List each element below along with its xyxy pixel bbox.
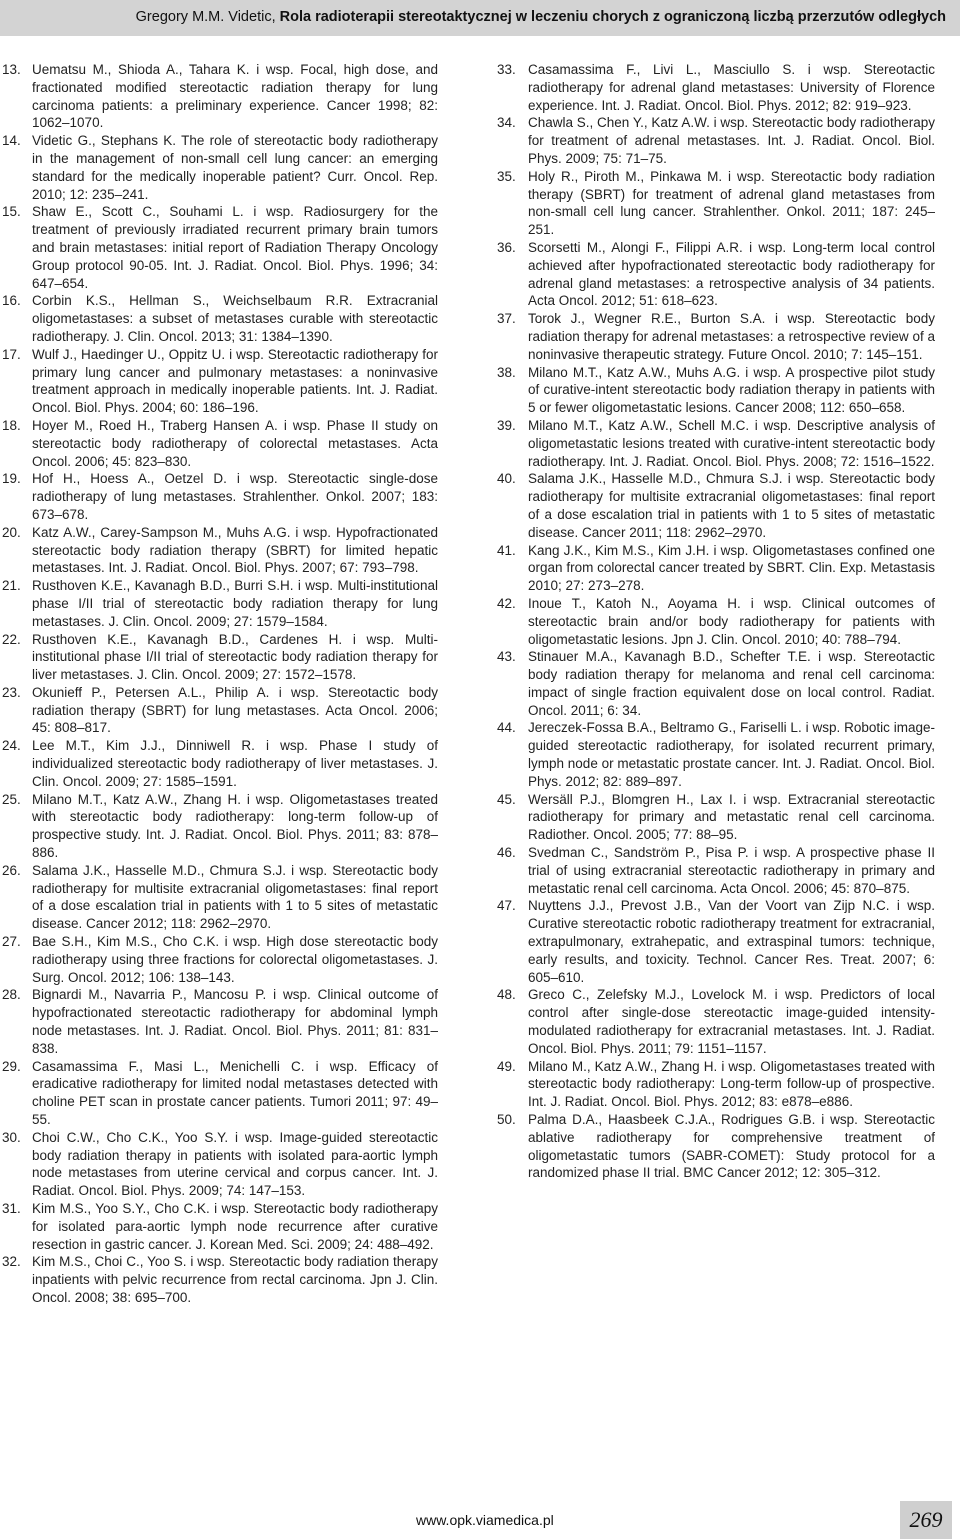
reference-text: Casamassima F., Masi L., Menichelli C. i wsp. Efficacy of eradicative radiotherapy for limited nodal metastases detected with choline PET scan in prostate cancer patients. Tumori 2011; 97: 49–55. [32, 1058, 438, 1128]
reference-text: Torok J., Wegner R.E., Burton S.A. i wsp. Stereotactic body radiation therapy for adrenal metastases: a retrospective review of a noninvasive therapeutic strategy. Future Oncol. 2010; 7: 145–151. [528, 311, 935, 362]
reference-item [0, 292, 438, 345]
reference-item [0, 1129, 438, 1200]
reference-item [0, 791, 438, 862]
reference-item [497, 417, 935, 470]
reference-item [0, 203, 438, 292]
reference-number: 25. [2, 791, 21, 807]
reference-item [497, 986, 935, 1057]
reference-number: 22. [2, 631, 21, 647]
reference-number: 24. [2, 738, 21, 754]
reference-item [497, 1111, 935, 1182]
reference-number: 17. [2, 346, 21, 362]
reference-text: Wulf J., Haedinger U., Oppitz U. i wsp. Stereotactic radiotherapy for primary lung cancer and pulmonary metastases: a noninvasive treatment approach in medically inoperable patients. Int. J. Radiat. Oncol. Biol. Phys. 2004; 60: 186–196. [32, 346, 438, 416]
reference-number: 27. [2, 934, 21, 950]
reference-item [497, 310, 935, 363]
references-right-column [497, 61, 935, 1182]
reference-number: 26. [2, 862, 21, 878]
reference-text: Rusthoven K.E., Kavanagh B.D., Burri S.H. i wsp. Multi-institutional phase I/II trial of stereotactic body radiation therapy for lung metastases. J. Clin. Oncol. 2009; 27: 1579–1584. [32, 578, 438, 629]
reference-item [497, 114, 935, 167]
reference-text: Stinauer M.A., Kavanagh B.D., Schefter T.E. i wsp. Stereotactic body radiation therapy for melanoma and renal cell carcinoma: impact of single fraction equivalent dose on local control. Radiat. Oncol. 2011; 6: 34. [528, 649, 935, 718]
reference-item [0, 737, 438, 790]
reference-text: Inoue T., Katoh N., Aoyama H. i wsp. Clinical outcomes of stereotactic brain and/or body radiotherapy for patients with oligometastatic lesions. Jpn J. Clin. Oncol. 2010; 40: 788–794. [528, 595, 935, 647]
reference-number: 19. [2, 471, 21, 487]
journal-url[interactable]: www.opk.viamedica.pl [416, 1512, 554, 1528]
reference-item [0, 631, 438, 684]
reference-number: 43. [497, 649, 516, 665]
reference-number: 48. [497, 987, 516, 1003]
reference-text: Choi C.W., Cho C.K., Yoo S.Y. i wsp. Image-guided stereotactic body radiation therapy in patients with isolated para-aortic lymph node metastases from uterine cervical and corpus cancer. Int. J. Radiat. Oncol. Biol. Phys. 2009; 74: 147–153. [32, 1129, 438, 1199]
reference-number: 29. [2, 1058, 21, 1074]
reference-number: 38. [497, 364, 516, 380]
reference-text: Milano M.T., Katz A.W., Schell M.C. i wsp. Descriptive analysis of oligometastatic lesions treated with curative-intent stereotactic body radiotherapy. Int. J. Radiat. Oncol. Biol. Phys. 2008; 72: 1516–1522. [528, 417, 935, 469]
reference-number: 50. [497, 1112, 516, 1128]
reference-text: Uematsu M., Shioda A., Tahara K. i wsp. Focal, high dose, and fractionated modified stereotactic radiation therapy for lung carcinoma patients: a preliminary experience. Cancer 1998; 82: 1062–1070. [32, 62, 438, 131]
header-authors: Gregory M.M. Videtic, [135, 9, 276, 25]
reference-item [497, 542, 935, 595]
header-title: Rola radioterapii stereotaktycznej w leczeniu chorych z ograniczoną liczbą przerzutów odległych [279, 9, 946, 25]
reference-item [0, 577, 438, 630]
reference-text: Shaw E., Scott C., Souhami L. i wsp. Radiosurgery for the treatment of previously irradiated recurrent primary brain tumors and brain metastases: initial report of Radiation Therapy Oncology Group protocol 90-05. Int. J. Radiat. Oncol. Biol. Phys. 1996; 34: 647–654. [32, 204, 438, 291]
reference-text: Casamassima F., Livi L., Masciullo S. i wsp. Stereotactic radiotherapy for adrenal gland metastases: University of Florence experience. Int. J. Radiat. Oncol. Biol. Phys. 2012; 82: 919–923. [528, 62, 935, 113]
reference-number: 35. [497, 168, 516, 184]
reference-number: 31. [2, 1201, 21, 1216]
reference-number: 46. [497, 845, 516, 861]
reference-text: Bignardi M., Navarria P., Mancosu P. i wsp. Clinical outcome of hypofractionated stereotactic radiotherapy for abdominal lymph node metastases. Int. J. Radiat. Oncol. Biol. Phys. 2011; 81: 831–838. [32, 987, 438, 1056]
reference-item [497, 470, 935, 541]
reference-text: Palma D.A., Haasbeek C.J.A., Rodrigues G.B. i wsp. Stereotactic ablative radiotherapy for comprehensive treatment of oligometastatic tumors (SABR-COMET): Study protocol for a randomized phase II trial. BMC Cancer 2012; 12: 305–312. [528, 1112, 935, 1181]
reference-item [497, 168, 935, 239]
reference-text: Katz A.W., Carey-Sampson M., Muhs A.G. i wsp. Hypofractionated stereotactic body radiation therapy (SBRT) for limited hepatic metastases. Int. J. Radiat. Oncol. Biol. Phys. 2007; 67: 793–798. [32, 524, 438, 576]
reference-number: 15. [2, 204, 21, 220]
reference-text: Milano M., Katz A.W., Zhang H. i wsp. Oligometastases treated with stereotactic body radiotherapy: Long-term follow-up of prospective. Int. J. Radiat. Oncol. Biol. Phys. 2012; 83: e878–e886. [528, 1058, 935, 1110]
reference-number: 14. [2, 133, 21, 149]
reference-text: Videtic G., Stephans K. The role of stereotactic body radiotherapy in the management of non-small cell lung cancer: an emerging standard for the medically inoperable patient? Curr. Oncol. Rep. 2010; 12: 235–241. [32, 133, 438, 202]
reference-text: Hof H., Hoess A., Oetzel D. i wsp. Stereotactic single-dose radiotherapy of lung metastases. Strahlenther. Onkol. 2007; 183: 673–678. [32, 471, 438, 522]
reference-text: Svedman C., Sandström P., Pisa P. i wsp. A prospective phase II trial of using extracranial stereotactic radiotherapy in primary and metastatic renal cell carcinoma. Acta Oncol. 2006; 45: 870–875. [528, 845, 935, 896]
reference-number: 23. [2, 684, 21, 700]
reference-text: Okunieff P., Petersen A.L., Philip A. i wsp. Stereotactic body radiation therapy (SBRT) for lung metastases. Acta Oncol. 2006; 45: 808–817. [32, 684, 438, 736]
page-number: 269 [900, 1501, 952, 1539]
reference-text: Milano M.T., Katz A.W., Zhang H. i wsp. Oligometastases treated with stereotactic body radiotherapy: long-term follow-up of prospective study. Int. J. Radiat. Oncol. Biol. Phys. 2011; 83: 878–886. [32, 791, 438, 861]
reference-item [0, 132, 438, 203]
reference-text: Lee M.T., Kim J.J., Dinniwell R. i wsp. Phase I study of individualized stereotactic body radiotherapy of liver metastases. J. Clin. Oncol. 2009; 27: 1585–1591. [32, 738, 438, 789]
reference-item [0, 933, 438, 986]
reference-number: 40. [497, 471, 516, 487]
reference-text: Jereczek-Fossa B.A., Beltramo G., Fariselli L. i wsp. Robotic image-guided stereotactic radiotherapy, for isolated recurrent primary, lymph node or metastatic prostate cancer. Int. J. Radiat. Oncol. Biol. Phys. 2012; 82: 889–897. [528, 720, 935, 789]
reference-number: 16. [2, 293, 21, 309]
reference-item [0, 1200, 438, 1253]
reference-item [0, 986, 438, 1057]
reference-text: Kim M.S., Yoo S.Y., Cho C.K. i wsp. Stereotactic body radiotherapy for isolated para-aortic lymph node recurrence after curative resection in gastric cancer. J. Korean Med. Sci. 2009; 24: 488–492. [32, 1201, 438, 1252]
reference-text: Corbin K.S., Hellman S., Weichselbaum R.R. Extracranial oligometastases: a subset of metastases curable with stereotactic radiotherapy. J. Clin. Oncol. 2013; 31: 1384–1390. [32, 293, 438, 344]
reference-item [497, 897, 935, 986]
reference-number: 49. [497, 1058, 516, 1074]
reference-text: Nuyttens J.J., Prevost J.B., Van der Voort van Zijp N.C. i wsp. Curative stereotactic robotic radiotherapy treatment for extracranial, extrapulmonary, extrahepatic, and extraspinal tumors: technique, early results, and toxicity. Technol. Cancer Res. Treat. 2007; 6: 605–610. [528, 898, 935, 985]
reference-text: Kang J.K., Kim M.S., Kim J.H. i wsp. Oligometastases confined one organ from colorectal cancer treated by SBRT. Clin. Exp. Metastasis 2010; 27: 273–278. [528, 542, 935, 594]
reference-text: Milano M.T., Katz A.W., Muhs A.G. i wsp. A prospective pilot study of curative-intent stereotactic body radiation therapy in patients with 5 or fewer oligometastatic lesions. Cancer 2008; 112: 650–658. [528, 364, 935, 416]
reference-text: Greco C., Zelefsky M.J., Lovelock M. i wsp. Predictors of local control after single-dose stereotactic image-guided intensity-modulated radiotherapy for extracranial metastases. Int. J. Radiat. Oncol. Biol. Phys. 2011; 79: 1151–1157. [528, 987, 935, 1056]
header-text [136, 9, 946, 25]
reference-item [497, 595, 935, 648]
reference-number: 44. [497, 720, 516, 736]
reference-text: Rusthoven K.E., Kavanagh B.D., Cardenes H. i wsp. Multi-institutional phase I/II trial of stereotactic body radiation therapy for liver metastases. J. Clin. Oncol. 2009; 27: 1572–1578. [32, 631, 438, 683]
reference-item [0, 470, 438, 523]
reference-item [497, 791, 935, 844]
reference-number: 18. [2, 417, 21, 433]
reference-text: Hoyer M., Roed H., Traberg Hansen A. i wsp. Phase II study on stereotactic body radiotherapy of colorectal metastases. Acta Oncol. 2006; 45: 823–830. [32, 417, 438, 469]
reference-text: Kim M.S., Choi C., Yoo S. i wsp. Stereotactic body radiation therapy inpatients with pelvic recurrence from rectal carcinoma. Jpn J. Clin. Oncol. 2008; 38: 695–700. [32, 1254, 438, 1305]
reference-text: Wersäll P.J., Blomgren H., Lax I. i wsp. Extracranial stereotactic radiotherapy for primary and metastatic renal cell carcinoma. Radiother. Oncol. 2005; 77: 88–95. [528, 791, 935, 843]
reference-number: 42. [497, 595, 516, 611]
reference-item [497, 844, 935, 897]
reference-item [0, 684, 438, 737]
reference-number: 39. [497, 417, 516, 433]
reference-number: 33. [497, 62, 516, 77]
reference-text: Chawla S., Chen Y., Katz A.W. i wsp. Stereotactic body radiotherapy for treatment of adrenal metastases. Int. J. Radiat. Oncol. Biol. Phys. 2009; 75: 71–75. [528, 115, 935, 166]
reference-item [0, 862, 438, 933]
reference-number: 45. [497, 791, 516, 807]
reference-text: Bae S.H., Kim M.S., Cho C.K. i wsp. High dose stereotactic body radiotherapy using three fractions for colorectal oligometastases. J. Surg. Oncol. 2012; 106: 138–143. [32, 934, 438, 985]
reference-number: 28. [2, 987, 21, 1003]
reference-item [497, 648, 935, 719]
reference-number: 37. [497, 311, 516, 327]
references-left-column [0, 61, 438, 1307]
reference-item [0, 346, 438, 417]
reference-item [0, 61, 438, 132]
reference-number: 32. [2, 1254, 21, 1270]
running-header [0, 0, 960, 36]
reference-item [0, 1058, 438, 1129]
reference-number: 13. [2, 62, 21, 77]
reference-number: 41. [497, 542, 516, 558]
reference-text: Scorsetti M., Alongi F., Filippi A.R. i wsp. Long-term local control achieved after hypofractionated stereotactic body radiotherapy for adrenal gland metastases: a retrospective analysis of 34 patients. Acta Oncol. 2012; 51: 618–623. [528, 239, 935, 309]
reference-item [497, 1058, 935, 1111]
reference-text: Salama J.K., Hasselle M.D., Chmura S.J. i wsp. Stereotactic body radiotherapy for multisite extracranial oligometastases: final report of a dose escalation trial in patients with 1 to 5 sites of metastatic disease. Cancer 2012; 118: 2962–2970. [32, 862, 438, 932]
reference-item [0, 1253, 438, 1306]
reference-item [0, 417, 438, 470]
reference-number: 20. [2, 524, 21, 540]
reference-text: Holy R., Piroth M., Pinkawa M. i wsp. Stereotactic body radiation therapy (SBRT) for treatment of adrenal gland metastases from non-small cell lung cancer. Strahlenther. Onkol. 2011; 187: 245–251. [528, 168, 935, 238]
reference-item [497, 364, 935, 417]
reference-number: 34. [497, 115, 516, 131]
reference-number: 36. [497, 239, 516, 255]
reference-item [0, 524, 438, 577]
reference-item [497, 61, 935, 114]
reference-item [497, 719, 935, 790]
reference-number: 21. [2, 578, 21, 594]
reference-text: Salama J.K., Hasselle M.D., Chmura S.J. i wsp. Stereotactic body radiotherapy for multisite extracranial oligometastases: final report of a dose escalation trial in patients with 1 to 5 sites of metastatic disease. Cancer 2011; 118: 2962–2970. [528, 471, 935, 540]
reference-number: 30. [2, 1129, 21, 1145]
reference-item [497, 239, 935, 310]
reference-number: 47. [497, 898, 516, 914]
